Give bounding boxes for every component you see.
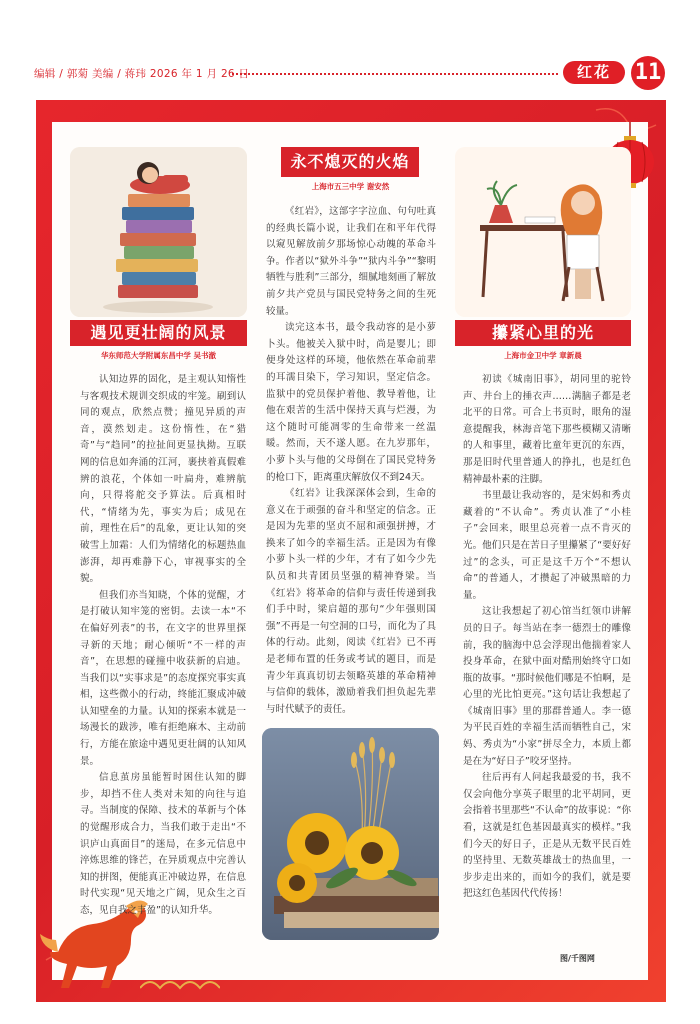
paragraph: 《红岩》，这部字字泣血、句句吐真的经典长篇小说，让我们在和平年代得以窥见解放前夕那场惊心动魄的革命斗争。作者以“狱外斗争”“狱内斗争”“黎明牺牲与胜利”三部分，细腻地刻画了解放前夕共产党员与国民党特务之间的生死较量。 <box>266 206 436 317</box>
paragraph: 读完这本书，最令我动容的是小萝卜头。他被关入狱中时，尚是婴儿；即便身处这样的环境，他依然在革命前辈的耳濡目染下，学习知识，坚定信念。监狱中的党员保护着他、教导着他，让他在艰苦的生活中保持天真与烂漫，为这个随时可能凋零的生命带来一丝温暖。然而，天不遂人愿。在九岁那年，小萝卜头与他的父母倒在了国民党特务的枪口下，距离重庆解放仅不到24天。 <box>266 322 436 483</box>
sunflowers-photo <box>262 728 439 940</box>
article-title-left: 遇见更壮阔的风景 <box>70 320 247 346</box>
paragraph: 这让我想起了初心馆当红领巾讲解员的日子。每当站在李一德烈士的雕像前，我的脑海中总会浮现出他揣着家人投身革命，在狱中面对酷刑始终守口如瓶的故事。“那时候他们哪是不怕啊，是心里的光比怕更亮。”这句话让我想起了《城南旧事》里的那群普通人。李一德为平民百姓的幸福生活而牺牲自己，宋妈、秀贞为“小家”拼尽全力，本质上都是在为“好日子”咬牙坚持。 <box>463 606 631 767</box>
article-byline-right: 上海市金卫中学 章新晨 <box>504 351 582 360</box>
page-number: 11 <box>631 56 665 90</box>
paragraph: 但我们亦当知晓，个体的觉醒，才是打破认知牢笼的密钥。去读一本“不在偏好列表”的书，在文字的世界里探寻新的天地；耐心倾听“不一样的声音”，在思想的碰撞中收获新的启迪。当我们以“实事求是”的态度探究事实真相，这些微小的行动，终能汇聚成冲破认知壁垒的力量。认知的探索本就是一场漫长的跋涉，唯有拒绝麻木、主动前行，方能在旅途中遇见更壮阔的认知风景。 <box>80 589 246 767</box>
article-title-middle: 永不熄灭的火焰 <box>281 147 419 177</box>
books-illustration <box>70 147 247 317</box>
paragraph: 认知边界的固化，是主观认知惰性与客观技术规训交织成的牢笼。刷到认同的观点，欣然点赞；撞见异质的声音，漠然划走。这份惰性，在“猎奇”与“趋同”的拉扯间更显执拗。互联网的信息如奔涌的江河，裹挟着真假难辨的浪花，个体如一叶扁舟，难辨航向，只得将舵交予算法。后真相时代，“情绪为先，事实为后；成见在前，理性在后”的乱象，更让认知的突破雪上加霜：人们为情绪化的标题热血澎湃，却再难静下心，审视事实的全貌。 <box>80 374 246 585</box>
paragraph: 《红岩》让我深深体会到，生命的意义在于顽强的奋斗和坚定的信念。正是因为先辈的坚贞不屈和顽强拼搏，才换来了如今的幸福生活。正是因为有像小萝卜头一样的少年，才有了如今少先队员和共青团员坚强的精神脊梁。当《红岩》将革命的信仰与责任传递到我们手中时，梁启超的那句“少年强则国强”不再是一句空洞的口号，而化为了具体的行动。此刻，阅读《红岩》已不再是老师布置的任务或考试的题目，而是青少年真真切切去领略英雄的革命精神与信仰的载体，激励着我们担负起先辈与时代赋予的责任。 <box>266 488 436 715</box>
editor-credits: 编辑 / 郭菊 美编 / 蒋玮 2026 年 1 月 26 日 <box>34 68 250 80</box>
cloud-ornament <box>140 976 220 992</box>
page-header <box>0 0 700 95</box>
article-body-middle <box>266 204 436 718</box>
article-byline-left: 华东师范大学附属东昌中学 吴书澈 <box>100 351 217 360</box>
paragraph: 书里最让我动容的，是宋妈和秀贞藏着的“不认命”。秀贞认准了“小桂子”会回来，眼里总亮着一点不肯灭的光。他们只是在苦日子里攥紧了“要好好过”的念头，可正是这千万个“不想认命”的普通人，才攒起了冲破黑暗的力量。 <box>463 490 631 601</box>
paragraph: 信息茧房虽能暂时困住认知的脚步，却挡不住人类对未知的向往与追寻。当制度的保障、技术的革新与个体的觉醒形成合力，当我们敢于走出“不识庐山真面目”的迷局，在多元信息中淬炼思维的锋芒，在异质观点中完善认知的拼图，便能真正冲破边界，在信息时代实现“见天地之广阔，见众生之百态，见自我之丰盈”的认知升华。 <box>80 772 246 916</box>
article-body-right <box>463 372 631 903</box>
article-body-left <box>80 372 246 920</box>
paragraph: 往后再有人问起我最爱的书，我不仅会向他分享英子眼里的北平胡同，更会指着书里那些“不认命”的故事说：“你看，这就是红色基因最真实的模样。”我们今天的好日子，正是从无数平民百姓的坚持里、无数英雄战士的热血里，一步步走出来的，而如今的我们，就是要把这红色基因代代传扬！ <box>463 772 631 900</box>
article-title-right: 攥紧心里的光 <box>455 320 631 346</box>
paragraph: 初读《城南旧事》，胡同里的驼铃声、井台上的捶衣声……满脑子都是老北平的日常。可合上书页时，眼角的湿意提醒我，林海音笔下那些模糊又清晰的人和事里，藏着比童年更沉的东西，那是旧时代里普通人的挣扎，也是红色精神最朴素的注脚。 <box>463 374 631 485</box>
article-byline-middle: 上海市五三中学 谢安然 <box>311 182 390 191</box>
header-dotted-rule <box>232 73 558 75</box>
image-credit: 图/千图网 <box>560 954 595 963</box>
section-label: 红花 <box>563 61 625 84</box>
girl-writing-illustration <box>455 147 631 317</box>
